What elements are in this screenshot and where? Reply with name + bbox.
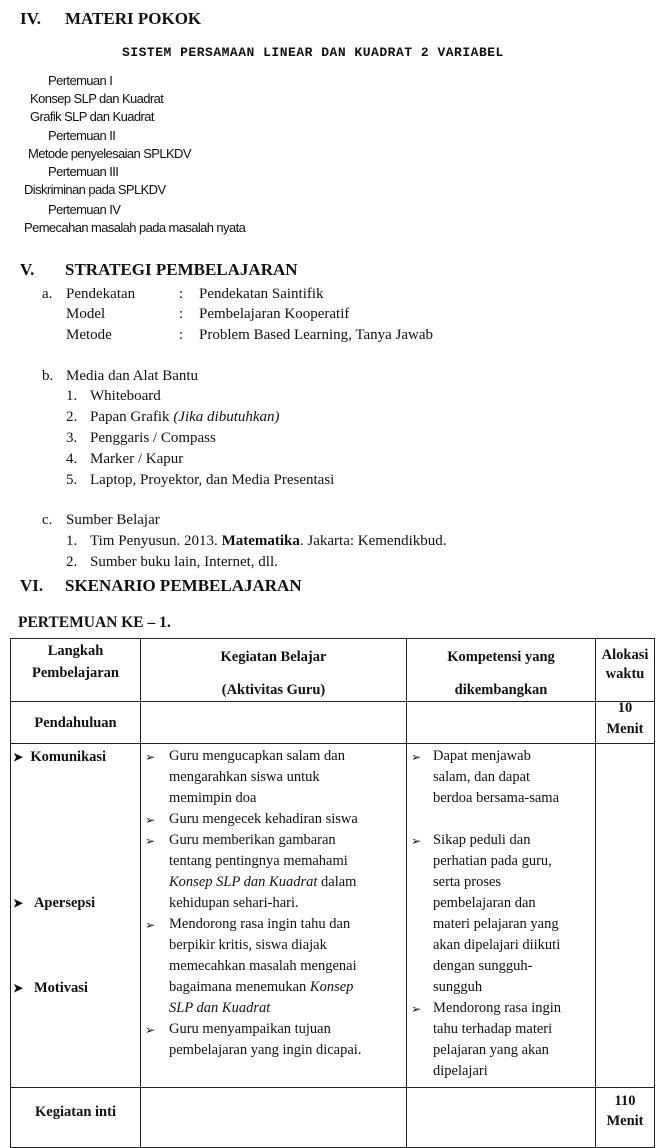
header-alokasi	[596, 639, 655, 702]
header-line: Kegiatan Belajar	[220, 649, 327, 665]
arrow-bullet-icon: ➢	[411, 1002, 422, 1016]
media-num: 1.	[66, 388, 78, 404]
step-item	[13, 749, 106, 766]
competency-line: salam, dan dapat	[433, 769, 531, 785]
competency-line: akan dipelajari diikuti	[433, 937, 561, 953]
competency-line: pelajaran yang akan	[433, 1042, 549, 1058]
activity-line: bagaimana menemukan Konsep	[169, 979, 354, 995]
section-iv-number: IV.	[20, 9, 41, 28]
activity-line: memecahkan masalah mengenai	[169, 958, 357, 974]
step-label: Kegiatan inti	[35, 1104, 116, 1120]
empty-cell	[407, 702, 596, 744]
activity-line: SLP dan Kuadrat	[169, 1000, 271, 1016]
list-marker-b: b.	[42, 368, 54, 384]
strategy-value: Problem Based Learning, Tanya Jawab	[199, 327, 434, 343]
source-title: Matematika	[221, 533, 300, 549]
media-num: 5.	[66, 472, 78, 488]
competency-line: berdoa bersama-sama	[433, 790, 560, 806]
arrow-bullet-icon: ➤	[13, 981, 24, 995]
strategy-value: Pendekatan Saintifik	[199, 286, 324, 302]
source-pre: Tim Penyusun. 2013.	[90, 533, 222, 549]
competency-line: Dapat menjawab	[433, 748, 531, 764]
strategy-label: Model	[66, 306, 106, 322]
step-label: Komunikasi	[30, 749, 107, 765]
steps-cell	[11, 744, 141, 1088]
materi-line: Metode penyelesaian SPLKDV	[28, 146, 191, 161]
scenario-table	[10, 638, 655, 1148]
media-num: 4.	[66, 451, 78, 467]
header-kompetensi	[407, 639, 596, 702]
materi-subtitle: SISTEM PERSAMAAN LINEAR DAN KUADRAT 2 VARIABEL	[122, 45, 504, 60]
pendahuluan-label	[11, 702, 141, 744]
header-line: dikembangkan	[454, 682, 548, 698]
media-item: Marker / Kapur	[90, 451, 184, 467]
arrow-bullet-icon: ➢	[145, 813, 156, 827]
section-v-number: V.	[20, 260, 35, 279]
media-num: 2.	[66, 409, 78, 425]
media-item: Whiteboard	[90, 388, 161, 404]
competency-line: serta proses	[433, 874, 502, 890]
activity-line: memimpin doa	[169, 790, 257, 806]
empty-cell	[596, 744, 655, 1088]
activities-cell	[141, 744, 407, 1088]
activity-line: kehidupan sehari-hari.	[169, 895, 299, 911]
source-num: 2.	[66, 554, 78, 570]
section-vi-title: SKENARIO PEMBELAJARAN	[65, 576, 302, 595]
header-line: (Aktivitas Guru)	[221, 682, 326, 698]
media-item-text: Papan Grafik	[90, 409, 174, 425]
arrow-bullet-icon: ➢	[145, 918, 156, 932]
activity-line: pembelajaran yang ingin dicapai.	[169, 1042, 362, 1058]
pendahuluan-time	[596, 702, 655, 744]
materi-line: Pemecahan masalah pada masalah nyata	[24, 220, 246, 235]
materi-line: Konsep SLP dan Kuadrat	[30, 91, 164, 106]
arrow-bullet-icon: ➢	[145, 834, 156, 848]
materi-line: Pertemuan I	[48, 73, 113, 88]
media-num: 3.	[66, 430, 78, 446]
activity-line: Mendorong rasa ingin tahu dan	[169, 916, 351, 932]
arrow-bullet-icon: ➢	[411, 834, 422, 848]
competency-cell	[407, 744, 596, 1088]
competency-line: materi pelajaran yang	[433, 916, 559, 932]
list-marker-c: c.	[42, 512, 53, 528]
table-row	[11, 744, 655, 1088]
activity-line: Guru mengecek kehadiran siswa	[169, 811, 358, 827]
materi-line: Pertemuan II	[48, 128, 116, 143]
arrow-bullet-icon: ➤	[13, 896, 24, 910]
step-label: Apersepsi	[33, 895, 96, 911]
table-row	[11, 702, 655, 744]
time-unit: Menit	[606, 1113, 644, 1129]
time-value: 110	[614, 1093, 636, 1109]
media-item: Penggaris / Compass	[90, 430, 216, 446]
arrow-bullet-icon: ➢	[145, 1023, 156, 1037]
competency-line: dipelajari	[433, 1063, 488, 1079]
activity-line: tentang pentingnya memahami	[169, 853, 348, 869]
header-line: Pembelajaran	[32, 665, 119, 681]
materi-line: Pertemuan IV	[48, 202, 121, 217]
header-kegiatan	[141, 639, 407, 702]
strategy-value: Pembelajaran Kooperatif	[199, 306, 350, 322]
competency-line: tahu terhadap materi	[433, 1021, 553, 1037]
header-line: Langkah	[47, 643, 104, 659]
arrow-bullet-icon: ➤	[13, 750, 24, 764]
step-item	[13, 895, 95, 912]
time-value: 10	[617, 700, 633, 716]
strategy-sep: :	[179, 306, 184, 322]
arrow-bullet-icon: ➢	[145, 750, 156, 764]
table-header-row	[11, 639, 655, 702]
activity-line: Guru memberikan gambaran	[169, 832, 336, 848]
section-iv-title: MATERI POKOK	[65, 9, 202, 28]
competency-line: Sikap peduli dan	[433, 832, 531, 848]
activity-line: mengarahkan siswa untuk	[169, 769, 320, 785]
media-item: Laptop, Proyektor, dan Media Presentasi	[90, 472, 335, 488]
section-v-title: STRATEGI PEMBELAJARAN	[65, 260, 298, 279]
step-item	[13, 980, 88, 997]
materi-line: Grafik SLP dan Kuadrat	[30, 109, 154, 124]
header-line: Kompetensi yang	[447, 649, 555, 665]
activity-line: berpikir kritis, siswa diajak	[169, 937, 327, 953]
strategy-label: Metode	[66, 327, 112, 343]
time-unit: Menit	[606, 721, 644, 737]
source-num: 1.	[66, 533, 78, 549]
step-label: Pendahuluan	[34, 715, 117, 731]
source-item	[90, 533, 447, 550]
strategy-label: Pendekatan	[66, 286, 136, 302]
competency-line: Mendorong rasa ingin	[433, 1000, 562, 1016]
strategy-sep: :	[179, 327, 184, 343]
source-post: . Jakarta: Kemendikbud.	[299, 533, 447, 549]
list-marker-a: a.	[42, 286, 53, 302]
activity-line: Konsep SLP dan Kuadrat dalam	[169, 874, 357, 890]
competency-line: dengan sungguh-	[433, 958, 533, 974]
strategy-sep: :	[179, 286, 184, 302]
media-title: Media dan Alat Bantu	[66, 368, 199, 384]
materi-line: Diskriminan pada SPLKDV	[24, 182, 166, 197]
header-line: Alokasi	[601, 647, 649, 663]
competency-line: perhatian pada guru,	[433, 853, 552, 869]
sources-title: Sumber Belajar	[66, 512, 160, 528]
competency-line: sungguh	[433, 979, 483, 995]
arrow-bullet-icon: ➢	[411, 750, 422, 764]
competency-line: pembelajaran dan	[433, 895, 536, 911]
materi-line: Pertemuan III	[48, 164, 119, 179]
media-item	[90, 409, 280, 426]
media-item-note: (Jika dibutuhkan)	[173, 409, 280, 425]
activity-line: Guru mengucapkan salam dan	[169, 748, 345, 764]
header-langkah	[11, 639, 141, 702]
source-item: Sumber buku lain, Internet, dll.	[90, 554, 278, 570]
step-label: Motivasi	[33, 980, 88, 996]
meeting-title: PERTEMUAN KE – 1.	[18, 614, 171, 631]
header-line: waktu	[605, 666, 645, 682]
activity-line: Guru menyampaikan tujuan	[169, 1021, 331, 1037]
section-vi-number: VI.	[20, 576, 44, 595]
empty-cell	[141, 702, 407, 744]
